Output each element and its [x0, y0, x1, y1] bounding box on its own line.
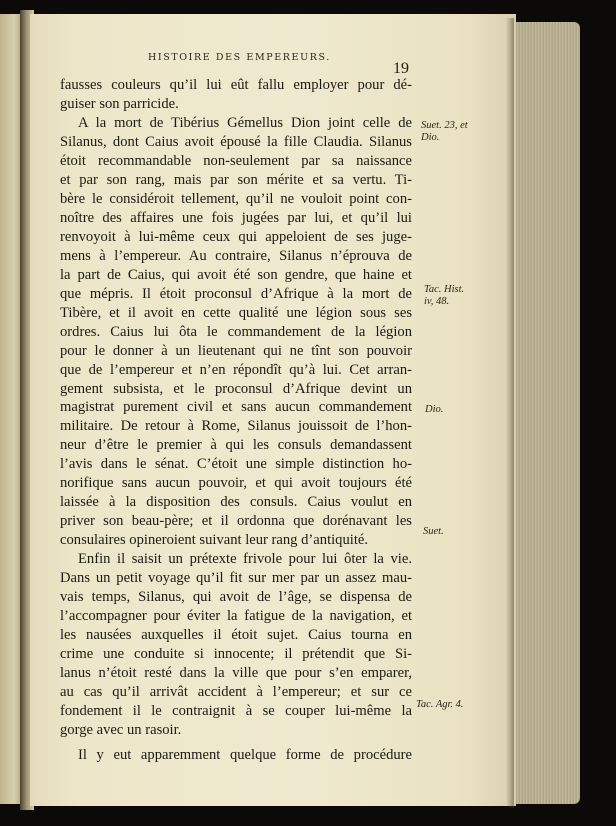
- margin-citation: [423, 526, 444, 538]
- text-line: mens à l’empereur. Au contraire, Silanus n’éprouva de: [60, 247, 412, 264]
- text-line: vais temps, Silanus, qui avoit de l’âge, se dispensa de: [60, 589, 412, 606]
- text-line: crime une conduite si innocente; il prétendit que Si-: [60, 646, 412, 663]
- text-line: Il y eut apparemment quelque forme de procédure: [78, 746, 412, 763]
- text-line: lanus n’étoit resté dans la ville que pour s’en emparer,: [60, 665, 412, 682]
- text-line: gorge avec un rasoir.: [60, 721, 182, 738]
- text-line: priver son beau-père; et il ordonna que dorénavant les: [60, 513, 412, 530]
- text-line: norifique sans aucun pouvoir, et qui avoit toujours été: [60, 475, 412, 492]
- text-line: pour le donner à un lieutenant qui ne tînt son pouvoir: [60, 342, 412, 359]
- text-line: noître des affaires une fois jugées par lui, et qu’il lui: [60, 209, 412, 226]
- text-line: gement subsista, et le proconsul d’Afrique devint un: [60, 380, 412, 397]
- body-text: [60, 76, 412, 765]
- citation-line: Suet.: [423, 526, 444, 537]
- text-line: consulaires opineroient suivant leur rang d’antiquité.: [60, 532, 369, 549]
- text-line: guiser son parricide.: [60, 95, 179, 112]
- text-line: que mépris. Il étoit proconsul d’Afrique à la mort de: [60, 285, 412, 302]
- page-edge-shadow: [506, 18, 514, 808]
- text-line: Silanus, dont Caius avoit épousé la fille Claudia. Silanus: [60, 133, 412, 150]
- text-line: et par son rang, mais par son mérite et sa vertu. Ti-: [60, 171, 412, 188]
- paragraph: [60, 550, 412, 740]
- margin-citation: [424, 284, 464, 308]
- text-line: Enfin il saisit un prétexte frivole pour lui ôter la vie.: [78, 551, 412, 568]
- text-line: bère le considéroit tellement, qu’il ne vouloit point con-: [60, 190, 412, 207]
- citation-line: Suet. 23, et: [421, 120, 468, 131]
- text-line: laissée à la disposition des consuls. Caius voulut en: [60, 494, 412, 511]
- paragraph: [60, 114, 412, 550]
- citation-line: iv, 48.: [424, 296, 450, 307]
- text-line: l’avis dans le sénat. C’étoit une simple distinction ho-: [60, 456, 412, 473]
- citation-line: Dio.: [421, 132, 440, 143]
- text-line: fondement il le contraignit à se couper lui-même la: [60, 702, 412, 719]
- text-line: que de l’empereur et n’en répondît qu’à lui. Cet arran-: [60, 361, 412, 378]
- running-title: HISTOIRE DES EMPEREURS.: [148, 52, 331, 63]
- page-stack-fore-edge: [508, 22, 580, 804]
- text-line: ordres. Caius lui ôta le commandement de la légion: [60, 323, 412, 340]
- text-line: la part de Caius, qui avoit été son gendre, que haine et: [60, 266, 412, 283]
- paragraph: [60, 746, 412, 765]
- text-line: les nausées auxquelles il étoit sujet. Caius tourna en: [60, 627, 412, 644]
- citation-line: Dio.: [425, 404, 444, 415]
- margin-citation: [421, 120, 468, 144]
- text-line: étoit recommandable non-seulement par sa naissance: [60, 152, 412, 169]
- citation-line: Tac. Hist.: [424, 284, 465, 295]
- text-line: militaire. De retour à Rome, Silanus jouissoit de l’hon-: [60, 418, 412, 435]
- citation-line: Tac. Agr. 4.: [416, 699, 464, 710]
- text-line: Dans un petit voyage qu’il fit sur mer par un assez mau-: [60, 570, 412, 587]
- text-line: Tibère, et il avoit en cette qualité une légion sous ses: [60, 304, 412, 321]
- margin-citation: [416, 699, 464, 711]
- paragraph: [60, 76, 412, 114]
- text-line: renvoyoit à lui-même ceux qui appeloient de ses juge-: [60, 228, 412, 245]
- text-line: A la mort de Tibérius Gémellus Dion joint celle de: [78, 114, 412, 131]
- margin-citation: [425, 404, 443, 416]
- text-line: l’accompagner pour éviter la fatigue de la navigation, et: [60, 608, 412, 625]
- text-line: magistrat purement civil et sans aucun commandement: [60, 399, 412, 416]
- text-line: neur d’être le premier à qui les consuls demandassent: [60, 437, 412, 454]
- text-line: fausses couleurs qu’il lui eût fallu employer pour dé-: [60, 77, 412, 93]
- text-line: au cas qu’il arrivât accident à l’empereur; et sur ce: [60, 684, 412, 700]
- page-number: 19: [393, 60, 409, 77]
